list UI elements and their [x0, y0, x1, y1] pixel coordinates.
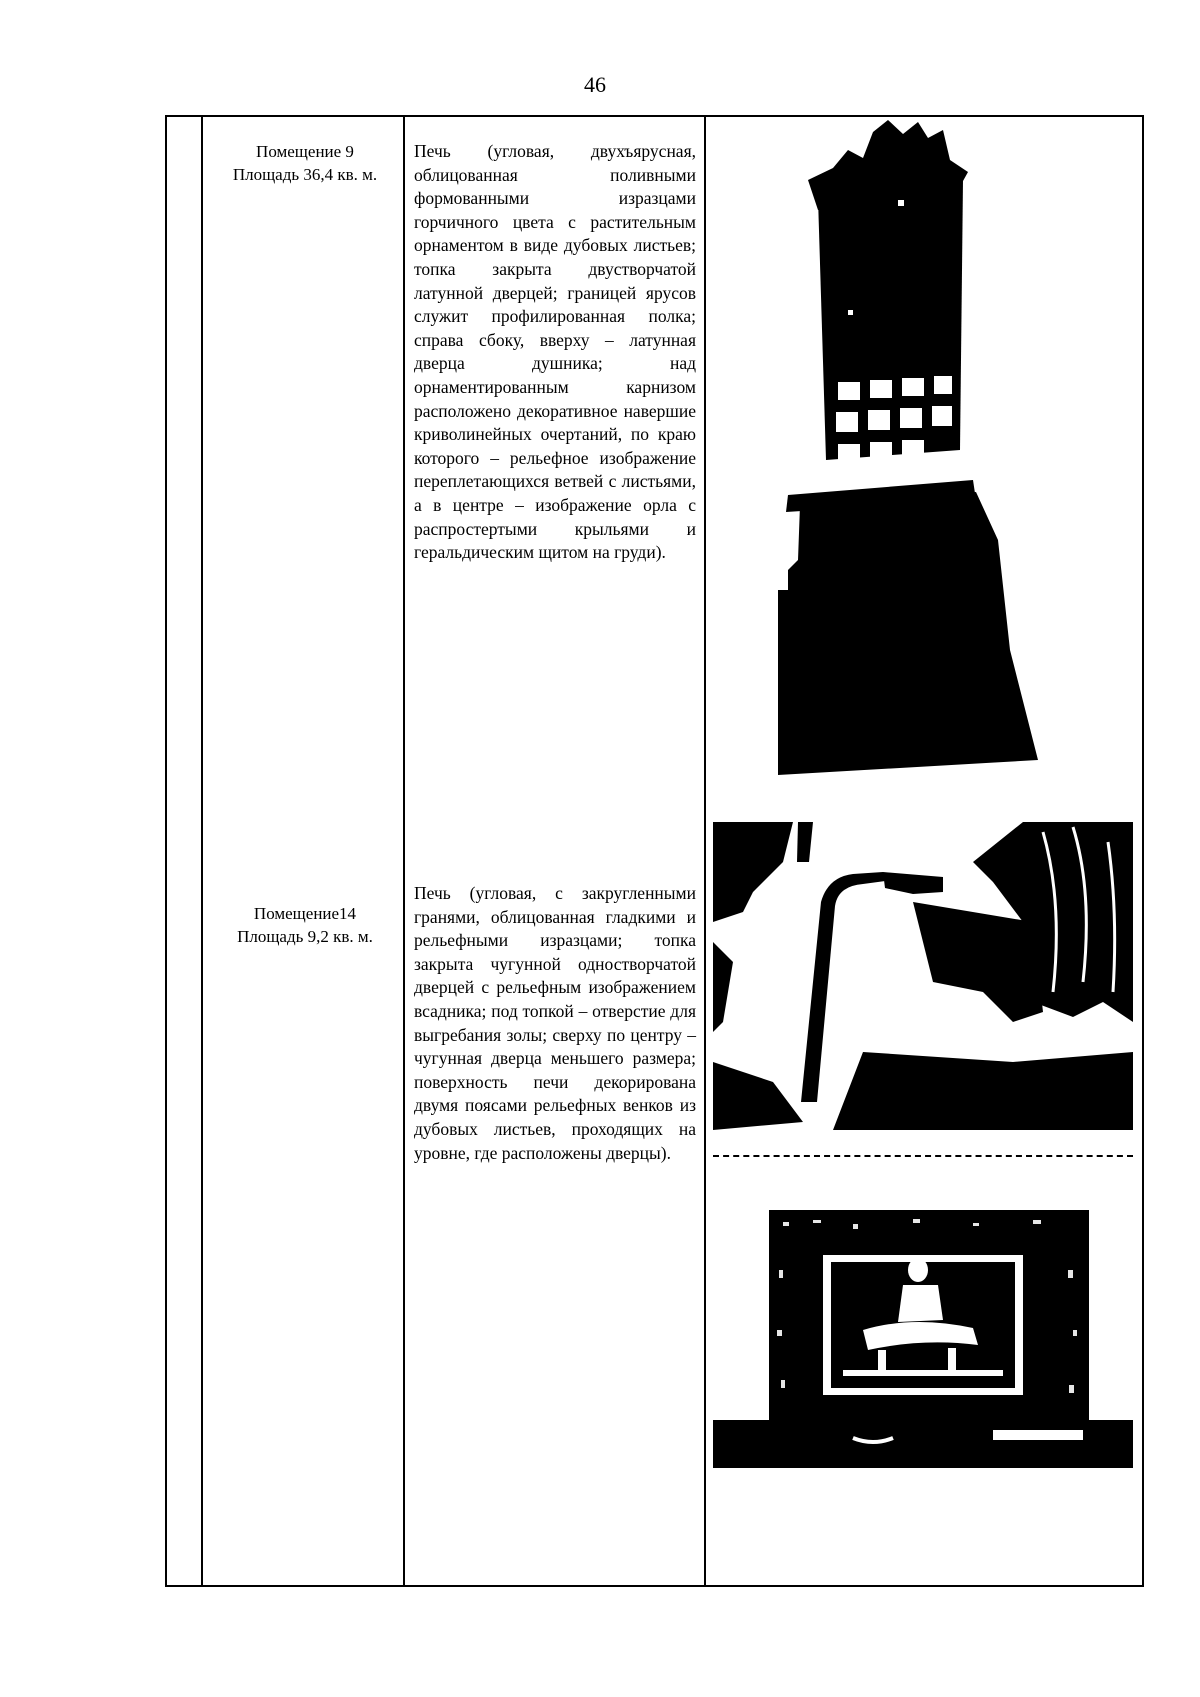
stove-description-1: Печь (угловая, двухъярусная, облицованная поливными формованными изразцами горчичного цвета с растительным орнаментом в виде дубовых листьев; топка закрыта двустворчатой латунной дверцей; границей ярусов служит профилированная полка; справа сбоку, вверху – латунная дверца душника; над орнаментированным карнизом расположено декоративное навершие криволинейных очертаний, по краю которого – рельефное изображение переплетающихся ветвей с листьями, а в центре – изображение орла с распростертыми крыльями и геральдическим щитом на груди). — [414, 141, 696, 563]
room-area: Площадь 36,4 кв. м. — [232, 165, 378, 184]
column-divider-1 — [201, 115, 203, 1587]
page-number: 46 — [584, 72, 606, 97]
photo-divider — [713, 1155, 1133, 1157]
stove-description-2: Печь (угловая, с закругленными гранями, облицованная гладкими и рельефными изразцами; топка закрыта чугунной одностворчатой дверцей с рельефным изображением всадника; под топкой – отверстие для выгребания золы; сверху по центру – чугунная дверца меньшего размера; поверхность печи декорирована двумя поясами рельефных венков из дубовых листьев, проходящих на уровне, где расположены дверцы). — [414, 883, 696, 1163]
room-name: Помещение 9 — [256, 142, 354, 161]
room-name: Помещение14 — [253, 904, 357, 923]
room-area: Площадь 9,2 кв. м. — [237, 927, 373, 946]
room-cell-1 — [205, 140, 405, 186]
column-divider-3 — [704, 115, 706, 1587]
stove-photo-2 — [713, 822, 1133, 1130]
room-cell-2 — [205, 902, 405, 948]
stove-photo-1 — [778, 120, 1068, 775]
column-divider-2 — [403, 115, 405, 1587]
stove-photo-3 — [713, 1210, 1133, 1468]
